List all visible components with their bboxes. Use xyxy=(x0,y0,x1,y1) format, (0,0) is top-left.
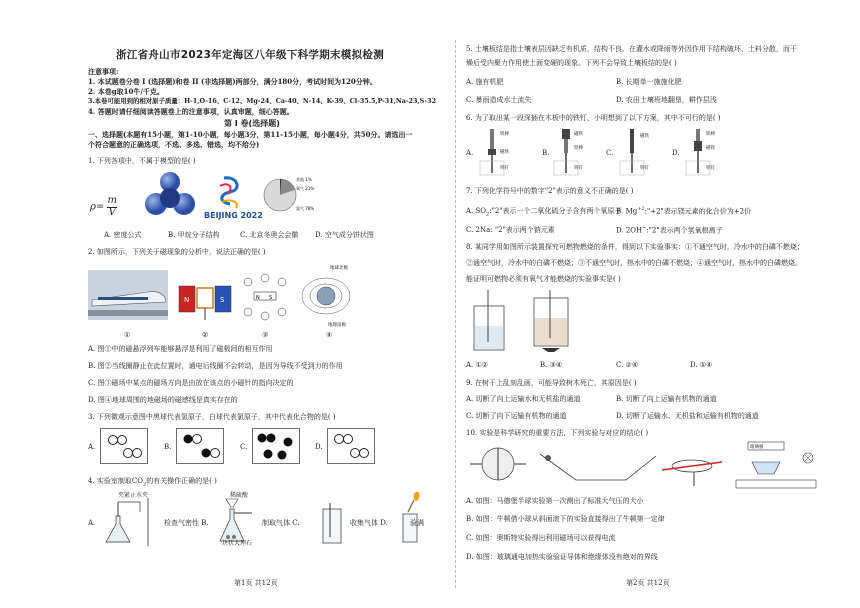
earth-magnetic-field-image xyxy=(300,262,360,328)
magnet-letter-n: N xyxy=(184,296,190,304)
q4-stem: 4. 实验室制取$CO_2$的有关操作正确的是( ) xyxy=(88,477,217,488)
q4-option-b-label[interactable]: 检查气密性 B. xyxy=(164,519,209,527)
glass-plate-label: 玻璃板 xyxy=(750,445,764,450)
q7-option-d[interactable]: D. 2OH−:"2"表示两个氢氧根离子 xyxy=(616,225,723,235)
q5-stem-2: 燥后受内聚力作用使土面变硬的现象。下列不会导致土壤板结的是( ) xyxy=(466,59,677,67)
right-page xyxy=(430,0,860,608)
logo-text: BEIJING 2022 xyxy=(204,211,263,220)
q5-option-b[interactable]: B. 长期单一施施化肥 xyxy=(616,78,682,86)
q8-option-d[interactable]: D. ①④ xyxy=(690,361,713,369)
q5-option-c[interactable]: C. 暴雨造成水土流失 xyxy=(466,96,532,104)
compass-magnet-image xyxy=(240,272,290,322)
q4-flask-clamp-image xyxy=(100,498,156,548)
q4-option-c-label[interactable]: 制取气体 C. xyxy=(262,519,300,527)
q2-fig-label-4: ④ xyxy=(326,331,333,339)
q6-option-d-diagram[interactable] xyxy=(686,127,744,177)
q1-stem: 1. 下列各项中，不属于模型的是( ) xyxy=(88,157,196,165)
q2-option-b[interactable]: B. 图②当线圈静止在此位置时，通电后线圈不会转动，是因为导线不受到力的作用 xyxy=(88,362,343,370)
q4-burning-splint-image xyxy=(398,488,430,546)
pie-label-nitrogen: 氮气 78% xyxy=(296,206,315,211)
density-formula xyxy=(90,196,117,218)
svg-text:铁棒: 铁棒 xyxy=(500,132,509,137)
q3-option-a-label[interactable]: A. xyxy=(88,443,96,451)
svg-text:磁铁: 磁铁 xyxy=(500,150,509,155)
bar-letter-s: S xyxy=(269,295,273,301)
air-composition-pie xyxy=(262,172,315,218)
q9-option-a[interactable]: A. 切断了向上运输水和无机盐的通道 xyxy=(466,395,581,403)
q10-option-c[interactable]: C. 如图：奥斯特实验得出利用磁场可以获得电流 xyxy=(466,534,616,542)
earth-south-label: 地理南极 xyxy=(328,323,346,328)
q2-stem: 2. 如图所示，下列关于磁现象的分析中，说法正确的是( ) xyxy=(88,248,266,256)
svg-text:铁钉: 铁钉 xyxy=(706,166,715,171)
motor-coil-image xyxy=(175,270,237,324)
left-footer: 第1页 共12页 xyxy=(234,579,278,587)
q8-stem-2: ②通空气时，冷水中的白磷不燃烧；③不通空气时，热水中的白磷不燃烧；④通空气时，热水中的白磷燃烧。 xyxy=(466,259,802,267)
q10-stem: 10. 实验是科学研究的重要方法，下列实验与对应的结论( ) xyxy=(466,429,649,437)
q6-option-b-label[interactable]: B. xyxy=(542,149,550,157)
q3-option-b-diagram[interactable] xyxy=(176,428,224,464)
exam-title: 浙江省舟山市2023年定海区八年级下科学期末模拟检测 xyxy=(115,49,385,61)
q8-option-c[interactable]: C. ②④ xyxy=(616,361,639,369)
q10-option-d[interactable]: D. 如图：玻璃通电加热实验验证导体和绝缘体没有绝对的界线 xyxy=(466,553,658,561)
note-4: 4. 答题时请仔细阅读答题卷上的注意事项，认真审题，细心答题。 xyxy=(88,107,294,116)
svg-text:磁铁: 磁铁 xyxy=(640,134,649,139)
q4-option-a-label[interactable]: A. xyxy=(88,519,96,527)
q9-stem: 9. 在树干上乱刻乱画，可能导致树木死亡，其原因是( ) xyxy=(466,379,637,387)
q6-option-c-diagram[interactable] xyxy=(620,127,678,177)
q2-fig-label-1: ① xyxy=(124,331,131,339)
svg-text:铁钉: 铁钉 xyxy=(640,166,649,171)
formula-denominator: V xyxy=(108,206,116,218)
earth-north-label: 地球北极 xyxy=(330,266,348,271)
beijing-2022-logo xyxy=(200,172,263,224)
q10-option-b[interactable]: B. 如图：牛顿借小球从斜面滚下的实验直接得出了牛顿第一定律 xyxy=(466,515,665,523)
q2-option-c[interactable]: C. 图③磁场中某点的磁场方向是由放在该点的小磁针的指向决定的 xyxy=(88,379,294,387)
right-footer: 第2页 共12页 xyxy=(626,579,670,587)
svg-text:磁铁: 磁铁 xyxy=(706,146,715,151)
svg-text:磁铁: 磁铁 xyxy=(574,132,583,137)
q3-option-d-diagram[interactable] xyxy=(327,428,375,464)
q3-option-a-diagram[interactable] xyxy=(100,428,148,464)
magnet-letter-s: S xyxy=(220,296,225,304)
formula-lhs: ρ= xyxy=(90,201,105,213)
q9-option-d[interactable]: D. 切断了运输水、无机盐和运输有机物的通道 xyxy=(616,412,759,420)
q3-stem: 3. 下列微观示意图中黑球代表氢原子，白球代表氯原子，其中代表化合物的是( ) xyxy=(88,413,336,421)
q5-stem-1: 5. 土壤板结是指土壤表层因缺乏有机质，结构不良，在灌水或降雨等外因作用下结构破坏、土料分散，而干 xyxy=(466,45,797,53)
svg-text:铁钉: 铁钉 xyxy=(574,166,583,171)
q6-option-d-label[interactable]: D. xyxy=(672,149,680,157)
q9-option-b[interactable]: B. 切断了向上运输有机物的通道 xyxy=(616,395,717,403)
maglev-train-image xyxy=(88,270,168,326)
note-3: 3.本卷可能用到的相对原子质量：H-1,O-16、C-12、Mg-24、Ca-40、N-14、K-39、Cl-35.5,P-31,Na-23,S-32 xyxy=(88,97,437,105)
q1-option-b[interactable]: B. 甲烷分子结构 xyxy=(168,231,220,239)
bar-letter-n: N xyxy=(256,295,260,301)
q5-option-a[interactable]: A. 施有机肥 xyxy=(466,78,504,86)
section-instruction-2: 个符合题意的正确选项，不选、多选、错选，均不给分) xyxy=(88,140,260,149)
q6-option-b-diagram[interactable] xyxy=(554,127,612,177)
q2-option-d[interactable]: D. 图④地球周围的地磁场的磁感线是真实存在的 xyxy=(88,396,238,404)
q10-option-a[interactable]: A. 如图：马德堡半球实验第一次测出了标准大气压的大小 xyxy=(466,497,644,505)
q3-option-c-label[interactable]: C. xyxy=(240,443,248,451)
q1-option-d[interactable]: D. 空气成分饼状图 xyxy=(315,231,374,239)
section-instruction-1: 一、选择题(本题有15小题，第1-10小题，每小题3分，第11-15小题，每小题4分，共50分。请选出一 xyxy=(88,130,413,139)
q4-a-caption: 夹紧止水夹 xyxy=(118,492,149,499)
q4-b-caption-bottom: 块状大理石 xyxy=(222,540,253,547)
q6-option-c-label[interactable]: C. xyxy=(606,149,614,157)
q8-option-a[interactable]: A. ①② xyxy=(466,361,489,369)
q7-option-c[interactable]: C. 2Na: "2"表示两个钠元素 xyxy=(466,226,555,234)
q6-option-a-diagram[interactable] xyxy=(480,127,538,177)
q6-option-a-label[interactable]: A. xyxy=(466,149,474,157)
q3-option-c-diagram[interactable] xyxy=(252,428,300,464)
q3-option-b-label[interactable]: B. xyxy=(164,443,172,451)
q2-fig-label-3: ③ xyxy=(262,331,269,339)
svg-text:铁棒: 铁棒 xyxy=(706,132,715,137)
q4-option-d-label[interactable]: 收集气体 D. xyxy=(350,519,388,527)
q7-option-b[interactable]: B. $Mg^{+2}:"+2$"表示镁元素的化合价为+2价 xyxy=(616,206,752,216)
q8-option-b[interactable]: B. ③④ xyxy=(540,361,563,369)
svg-text:铁棒: 铁棒 xyxy=(574,146,583,151)
q10-experiments-image xyxy=(466,440,826,490)
q5-option-d[interactable]: D. 农田土壤班地翻垦，耕作层浅 xyxy=(616,96,717,104)
formula-numerator: m xyxy=(107,195,117,206)
q2-fig-label-2: ② xyxy=(202,331,209,339)
pie-label-oxygen: 氧气 21% xyxy=(296,186,315,191)
notes-heading: 注意事项: xyxy=(88,67,119,76)
q4-b-caption-top: 稀硫酸 xyxy=(230,492,249,499)
q6-stem: 6. 为了取出某一段深插在木板中的铁钉，小明想到了以下方案，其中不可行的是( ) xyxy=(466,114,721,122)
note-1: 1. 本试题卷分卷 I (选择题)和卷 II (非选择题)两部分，满分180分，考试时间为120分钟。 xyxy=(88,77,377,86)
q7-stem: 7. 下列化学符号中的数字"2"表示的意义不正确的是( ) xyxy=(466,187,634,195)
q9-option-c[interactable]: C. 切断了向下运输有机物的通道 xyxy=(466,412,567,420)
q3-option-d-label[interactable]: D. xyxy=(315,443,323,451)
q2-option-a[interactable]: A. 图①中的磁悬浮列车能够悬浮是利用了磁极间的相互作用 xyxy=(88,345,273,353)
section-title: 第 I 卷(选择题) xyxy=(224,119,280,128)
q8-stem-1: 8. 某同学用如图所示装置探究可燃物燃烧的条件，得到以下实验事实：①不通空气时，冷水中的白磷不燃烧； xyxy=(466,243,804,251)
q8-apparatus-image xyxy=(468,288,588,354)
methane-molecule-image xyxy=(140,170,200,222)
q1-option-a[interactable]: A. 密度公式 xyxy=(104,231,142,239)
q1-option-c[interactable]: C. 北京冬奥会会徽 xyxy=(240,231,299,239)
q4-gas-jar-image xyxy=(320,503,344,545)
q8-stem-3: 能证明可燃物必须有氧气才能燃烧的实验事实是( ) xyxy=(466,275,621,283)
pie-label-other: 其他 1% xyxy=(296,177,312,182)
q4-end-label: 验满 xyxy=(410,519,424,527)
note-2: 2. 本卷g取10牛/千克。 xyxy=(88,87,164,96)
svg-text:铁钉: 铁钉 xyxy=(500,166,509,171)
q7-option-a[interactable]: A. $SO_2:"2$"表示一个二氧化硫分子含有两个氧原子 xyxy=(466,207,622,218)
